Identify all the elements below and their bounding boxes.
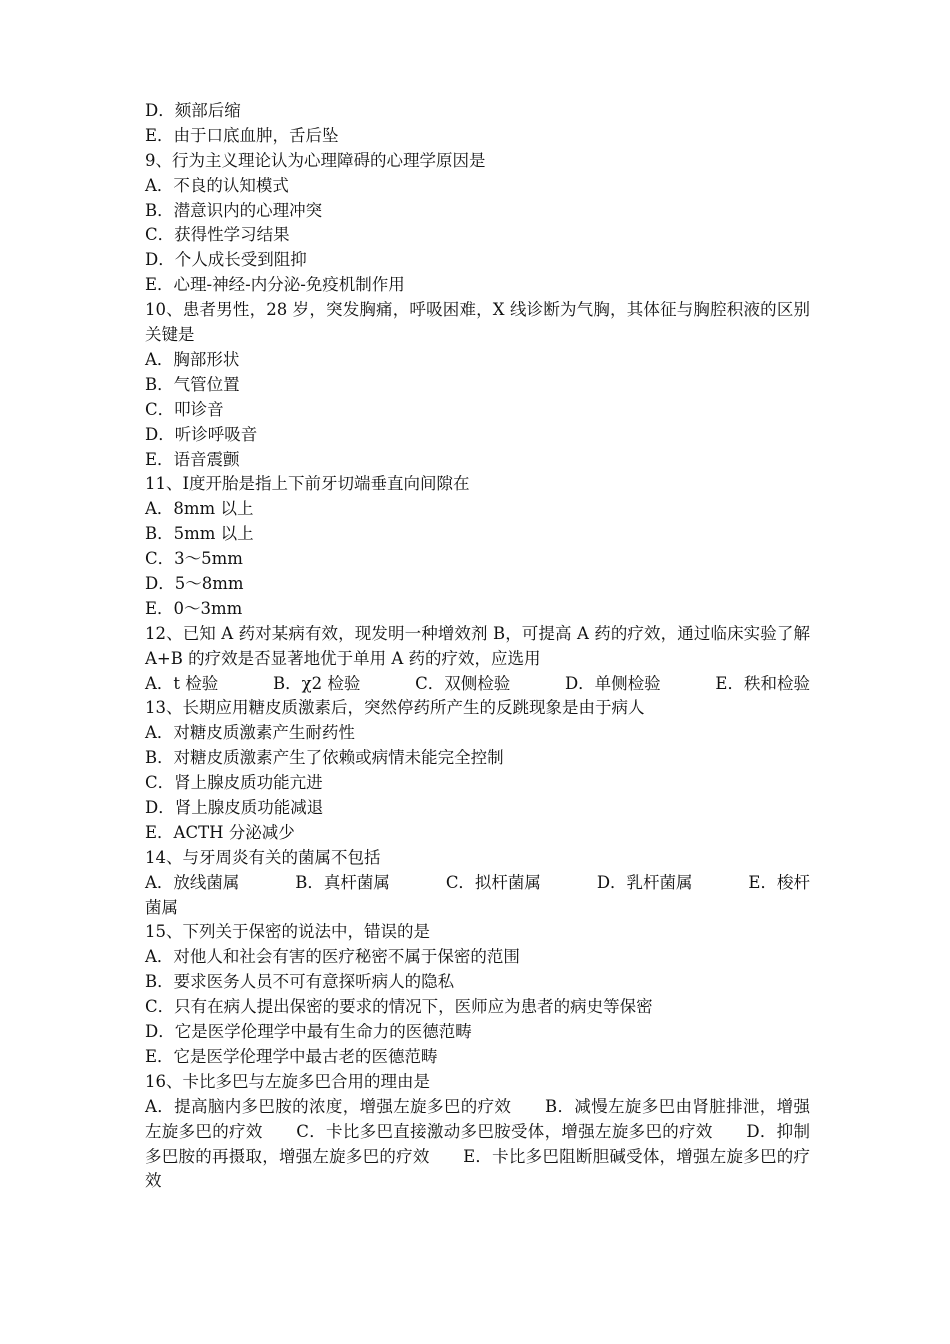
text-line: E．ACTH 分泌减少 bbox=[145, 822, 295, 842]
option-item: A．放线菌属 bbox=[145, 872, 240, 892]
text-line: C．3～5mm bbox=[145, 549, 243, 569]
text-line: C．只有在病人提出保密的要求的情况下，医师应为患者的病史等保密 bbox=[145, 997, 653, 1017]
text-line: 11、Ⅰ度开胎是指上下前牙切端垂直向间隙在 bbox=[145, 474, 470, 494]
option-item: B．χ2 检验 bbox=[273, 673, 361, 693]
text-line: D．听诊呼吸音 bbox=[145, 424, 258, 444]
option-item: D．乳杆菌属 bbox=[596, 872, 693, 892]
text-line: 16、卡比多巴与左旋多巴合用的理由是 bbox=[145, 1071, 430, 1091]
option-item: A．t 检验 bbox=[145, 673, 219, 693]
text-line: 菌属 bbox=[145, 897, 178, 917]
text-line: 13、长期应用糖皮质激素后，突然停药所产生的反跳现象是由于病人 bbox=[145, 698, 645, 718]
text-paragraph: 10、患者男性，28 岁，突发胸痛，呼吸困难，X 线诊断为气胸，其体征与胸腔积液的区别关键是 bbox=[145, 300, 810, 345]
text-line: C．叩诊音 bbox=[145, 399, 224, 419]
text-line: E．语音震颤 bbox=[145, 449, 240, 469]
text-line: A．胸部形状 bbox=[145, 349, 240, 369]
text-line: C．获得性学习结果 bbox=[145, 225, 290, 245]
text-line: B．5mm 以上 bbox=[145, 524, 254, 544]
option-item: E．秩和检验 bbox=[715, 673, 810, 693]
text-line: C．肾上腺皮质功能亢进 bbox=[145, 773, 323, 793]
text-line: B．潜意识内的心理冲突 bbox=[145, 200, 323, 220]
text-line: E．0～3mm bbox=[145, 598, 243, 618]
text-line: 15、下列关于保密的说法中，错误的是 bbox=[145, 922, 430, 942]
text-line: D．它是医学伦理学中最有生命力的医德范畴 bbox=[145, 1022, 472, 1042]
option-item: C．拟杆菌属 bbox=[445, 872, 541, 892]
text-line: A．8mm 以上 bbox=[145, 499, 254, 519]
text-line: E．它是医学伦理学中最古老的医德范畴 bbox=[145, 1046, 438, 1066]
option-item: B．真杆菌属 bbox=[295, 872, 390, 892]
option-item: E．梭杆 bbox=[748, 872, 810, 892]
text-line: E．由于口底血肿，舌后坠 bbox=[145, 125, 339, 145]
text-line: 14、与牙周炎有关的菌属不包括 bbox=[145, 847, 381, 867]
text-line: E．心理-神经-内分泌-免疫机制作用 bbox=[145, 275, 405, 295]
text-line: A．对他人和社会有害的医疗秘密不属于保密的范围 bbox=[145, 947, 520, 967]
text-line: D．个人成长受到阻抑 bbox=[145, 250, 307, 270]
text-paragraph: A．提高脑内多巴胺的浓度，增强左旋多巴的疗效 B．减慢左旋多巴由肾脏排泄，增强左旋多巴的疗效 C．卡比多巴直接激动多巴胺受体，增强左旋多巴的疗效 D．抑制多巴胺的再摄取，增强左旋多巴的疗效 E．卡比多巴阻断胆碱受体，增强左旋多巴的疗效 bbox=[145, 1096, 810, 1191]
text-line: A．对糖皮质激素产生耐药性 bbox=[145, 723, 355, 743]
text-line: B．要求医务人员不可有意探听病人的隐私 bbox=[145, 972, 455, 992]
text-paragraph: 12、已知 A 药对某病有效，现发明一种增效剂 B，可提高 A 药的疗效，通过临床实验了解 A+B 的疗效是否显著地优于单用 A 药的疗效，应选用 bbox=[145, 623, 810, 668]
document-page bbox=[145, 99, 810, 1194]
text-line: B．气管位置 bbox=[145, 374, 240, 394]
text-line: D．颏部后缩 bbox=[145, 101, 241, 120]
inline-options-row bbox=[145, 871, 810, 896]
text-line: D．肾上腺皮质功能减退 bbox=[145, 798, 324, 817]
text-line: 9、行为主义理论认为心理障碍的心理学原因是 bbox=[145, 150, 486, 170]
option-item: D．单侧检验 bbox=[564, 673, 661, 693]
text-line: B．对糖皮质激素产生了依赖或病情未能完全控制 bbox=[145, 748, 504, 768]
inline-options-row bbox=[145, 672, 810, 697]
option-item: C．双侧检验 bbox=[415, 673, 511, 693]
text-line: A．不良的认知模式 bbox=[145, 175, 289, 195]
text-line: D．5～8mm bbox=[145, 573, 244, 593]
